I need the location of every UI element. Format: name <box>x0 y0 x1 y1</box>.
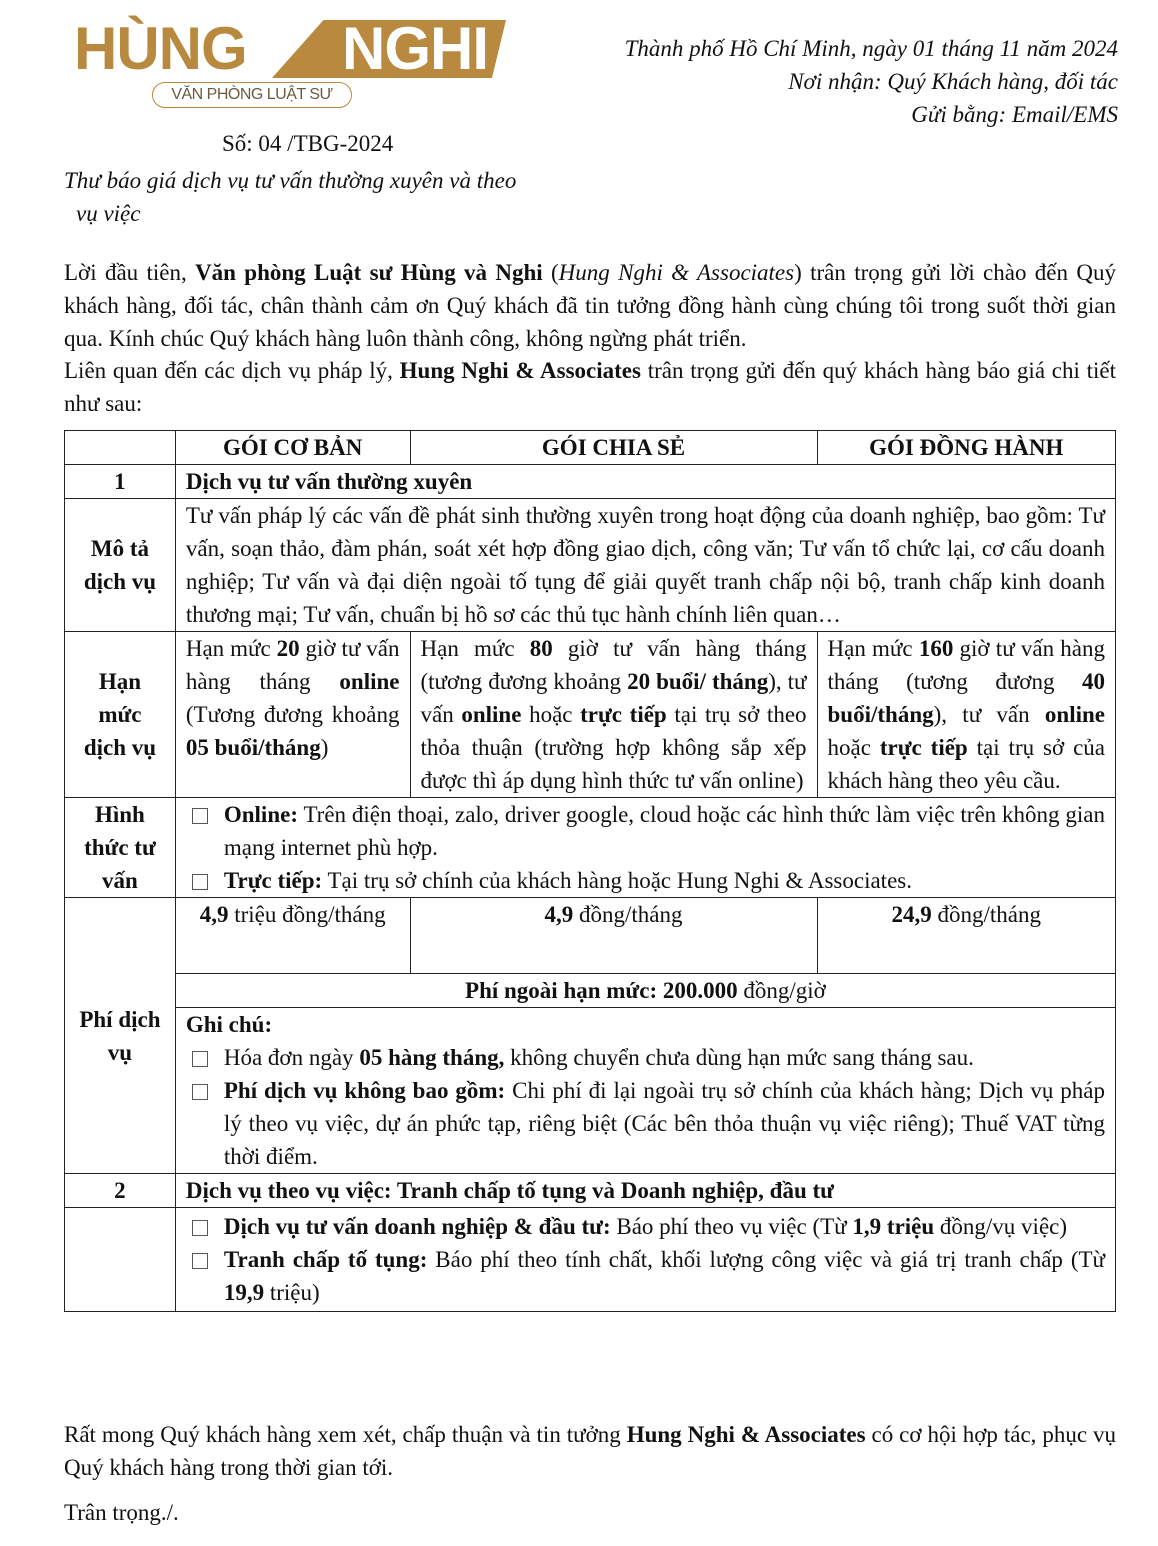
section-title: Dịch vụ tư vấn thường xuyên <box>175 465 1115 499</box>
row-label: Hình thức tư vấn <box>65 798 176 898</box>
case-1 <box>186 1210 1105 1243</box>
pricing-table <box>64 430 1116 1312</box>
checkbox-icon <box>192 1051 208 1067</box>
text: Báo phí theo tính chất, khối lượng công việc và giá trị tranh chấp (Từ <box>427 1247 1105 1272</box>
limit-companion <box>817 632 1115 798</box>
text: online <box>1044 702 1105 727</box>
text: trân trọng gửi đến quý khách hàng báo giá chi tiết như sau: <box>64 358 1117 416</box>
fee-companion <box>817 898 1115 974</box>
logo-tagline: VĂN PHÒNG LUẬT SƯ <box>152 82 352 108</box>
description-text: Tư vấn pháp lý các vấn đề phát sinh thường xuyên trong hoạt động của doanh nghiệp, bao gồm: Tư vấn, soạn thảo, đàm phán, soát xét hợp đồng giao dịch, công văn; Tư vấn tổ chức lại, cơ cấu doanh nghiệp; Tư vấn và đại diện ngoài tố tụng để giải quyết tranh chấp nội bộ, tranh chấp kinh doanh thương mại; Tư vấn, chuẩn bị hồ sơ các thủ tục hành chính liên quan… <box>175 499 1115 632</box>
case-cell <box>175 1208 1115 1312</box>
text: ), tư vấn <box>420 669 807 727</box>
form-row <box>65 798 1116 898</box>
firm-name-en: Hung Nghi & Associates <box>399 358 641 383</box>
subject-line-2: vụ việc <box>76 201 141 226</box>
limit-row <box>65 632 1116 798</box>
sent-via-line: Gửi bằng: Email/EMS <box>911 102 1118 127</box>
section-1-row <box>65 465 1116 499</box>
text: Dịch vụ tư vấn doanh nghiệp & đầu tư: <box>223 1214 611 1239</box>
checkbox-icon <box>192 808 208 824</box>
text: Lời đầu tiên, <box>64 260 196 285</box>
document-subject <box>64 164 554 230</box>
header-companion: GÓI ĐỒNG HÀNH <box>817 431 1115 465</box>
text: Hóa đơn ngày <box>223 1045 360 1070</box>
empty-cell <box>65 431 176 465</box>
text: Phí ngoài hạn mức: 200.000 <box>465 978 738 1003</box>
text: Hạn mức <box>185 636 277 661</box>
checkbox-icon <box>192 1084 208 1100</box>
notes-title: Ghi chú: <box>185 1012 273 1037</box>
firm-name-en: Hung Nghi & Associates <box>558 260 795 285</box>
text: 4,9 <box>544 902 574 927</box>
text: giờ tư vấn hàng tháng <box>185 636 400 694</box>
intro-paragraph-2 <box>64 354 1116 420</box>
section-title: Dịch vụ theo vụ việc: Tranh chấp tố tụng và Doanh nghiệp, đầu tư <box>175 1174 1115 1208</box>
recipient-line: Nơi nhận: Quý Khách hàng, đối tác <box>788 69 1118 94</box>
text: ), tư vấn <box>933 702 1045 727</box>
text: ) trân trọng gửi lời chào đến Quý khách hàng, đối tác, chân thành cảm ơn Quý khách đã tin tưởng đồng hành cùng chúng tôi trong suốt thời gian qua. Kính chúc Quý khách hàng luôn thành công, không ngừng phát triển. <box>64 260 1116 351</box>
text: giờ tư vấn hàng tháng (tương đương <box>827 636 1105 694</box>
text: Chi phí đi lại ngoài trụ sở chính của khách hàng; Dịch vụ pháp lý theo vụ việc, dự án phức tạp, riêng biệt (Các bên thỏa thuận vụ việc riêng); Thuế VAT từng thời điểm. <box>223 1078 1105 1169</box>
section-number: 2 <box>65 1174 176 1208</box>
checkbox-icon <box>192 874 208 890</box>
logo-text-nghi: NGHI <box>342 15 488 82</box>
description-row <box>65 499 1116 632</box>
text: Liên quan đến các dịch vụ pháp lý, <box>64 358 400 383</box>
text: Trực tiếp: <box>223 868 323 893</box>
text: Phí dịch vụ không bao gồm: <box>223 1078 506 1103</box>
limit-basic <box>175 632 410 798</box>
logo-text-hung: HÙNG <box>74 15 247 82</box>
header-share: GÓI CHIA SẺ <box>410 431 817 465</box>
overlimit-fee <box>175 974 1115 1008</box>
note-2 <box>186 1074 1105 1173</box>
text: 20 <box>276 636 300 661</box>
text: trực tiếp <box>580 702 667 727</box>
subject-line-1: Thư báo giá dịch vụ tư vấn thường xuyên và theo <box>64 168 517 193</box>
text: Hạn mức <box>420 636 530 661</box>
row-label: Hạn mức dịch vụ <box>65 632 176 798</box>
regards: Trân trọng./. <box>64 1500 179 1525</box>
text: 05 buổi/tháng <box>185 735 321 760</box>
text: tại trụ sở của khách hàng theo yêu cầu. <box>827 735 1105 793</box>
text: 160 <box>918 636 954 661</box>
text: 4,9 <box>199 902 229 927</box>
text: online <box>339 669 400 694</box>
fee-row <box>65 898 1116 974</box>
section-2-row <box>65 1174 1116 1208</box>
text: đồng/vụ việc) <box>934 1214 1068 1239</box>
header-basic: GÓI CƠ BẢN <box>175 431 410 465</box>
text: 24,9 <box>891 902 932 927</box>
checkbox-icon <box>192 1253 208 1269</box>
bullet-online <box>186 798 1105 864</box>
text: Tại trụ sở chính của khách hàng hoặc Hung Nghi & Associates. <box>322 868 912 893</box>
text: (Tương đương khoảng <box>185 702 400 727</box>
document-number: Số: 04 /TBG-2024 <box>222 131 394 156</box>
text: 20 buổi/ tháng <box>627 669 769 694</box>
fee-basic <box>175 898 410 974</box>
fee-share <box>410 898 817 974</box>
text: giờ tư vấn hàng tháng (tương đương khoảng <box>420 636 807 694</box>
header-meta <box>625 32 1118 131</box>
text: tại trụ sở theo thỏa thuận (trường hợp không sắp xếp được thì áp dụng hình thức tư vấn online) <box>420 702 807 793</box>
text: đồng/giờ <box>737 978 826 1003</box>
firm-name-en: Hung Nghi & Associates <box>626 1422 866 1447</box>
limit-share <box>410 632 817 798</box>
text: Tranh chấp tố tụng: <box>223 1247 428 1272</box>
text: hoặc <box>521 702 581 727</box>
closing-paragraph <box>64 1418 1116 1484</box>
notes-cell <box>175 1008 1115 1174</box>
row-label: Mô tả dịch vụ <box>65 499 176 632</box>
note-1 <box>186 1041 1105 1074</box>
checkbox-icon <box>192 1220 208 1236</box>
text: triệu) <box>264 1280 320 1305</box>
company-logo <box>74 16 514 116</box>
text: 19,9 <box>223 1280 265 1305</box>
table-header-row <box>65 431 1116 465</box>
empty-cell <box>65 1208 176 1312</box>
text: triệu đồng/tháng <box>228 902 386 927</box>
case-2 <box>186 1243 1105 1309</box>
text: 80 <box>529 636 553 661</box>
text: có cơ hội hợp tác, phục vụ Quý khách hàng trong thời gian tới. <box>64 1422 1116 1480</box>
text: 1,9 triệu <box>852 1214 935 1239</box>
text: Hạn mức <box>827 636 919 661</box>
text: Báo phí theo vụ việc (Từ <box>610 1214 853 1239</box>
case-row <box>65 1208 1116 1312</box>
text: trực tiếp <box>879 735 968 760</box>
text: ) <box>320 735 329 760</box>
date-line: Thành phố Hồ Chí Minh, ngày 01 tháng 11 năm 2024 <box>624 36 1118 61</box>
firm-name: Văn phòng Luật sư Hùng và Nghi <box>195 260 543 285</box>
text: đồng/tháng <box>931 902 1041 927</box>
text: online <box>461 702 522 727</box>
text: đồng/tháng <box>573 902 683 927</box>
overlimit-row <box>65 974 1116 1008</box>
text: 05 hàng tháng, <box>359 1045 505 1070</box>
form-cell <box>175 798 1115 898</box>
text: hoặc <box>827 735 880 760</box>
intro-paragraph-1 <box>64 256 1116 355</box>
notes-row <box>65 1008 1116 1174</box>
text: 40 buổi/tháng <box>827 669 1105 727</box>
text: Online: <box>223 802 298 827</box>
text: Rất mong Quý khách hàng xem xét, chấp thuận và tin tưởng <box>64 1422 627 1447</box>
row-label: Phí dịch vụ <box>65 898 176 1174</box>
text: ( <box>542 260 559 285</box>
text: Trên điện thoại, zalo, driver google, cloud hoặc các hình thức làm việc trên không gian mạng internet phù hợp. <box>223 802 1105 860</box>
section-number: 1 <box>65 465 176 499</box>
text: không chuyển chưa dùng hạn mức sang tháng sau. <box>504 1045 974 1070</box>
bullet-direct <box>186 864 1105 897</box>
